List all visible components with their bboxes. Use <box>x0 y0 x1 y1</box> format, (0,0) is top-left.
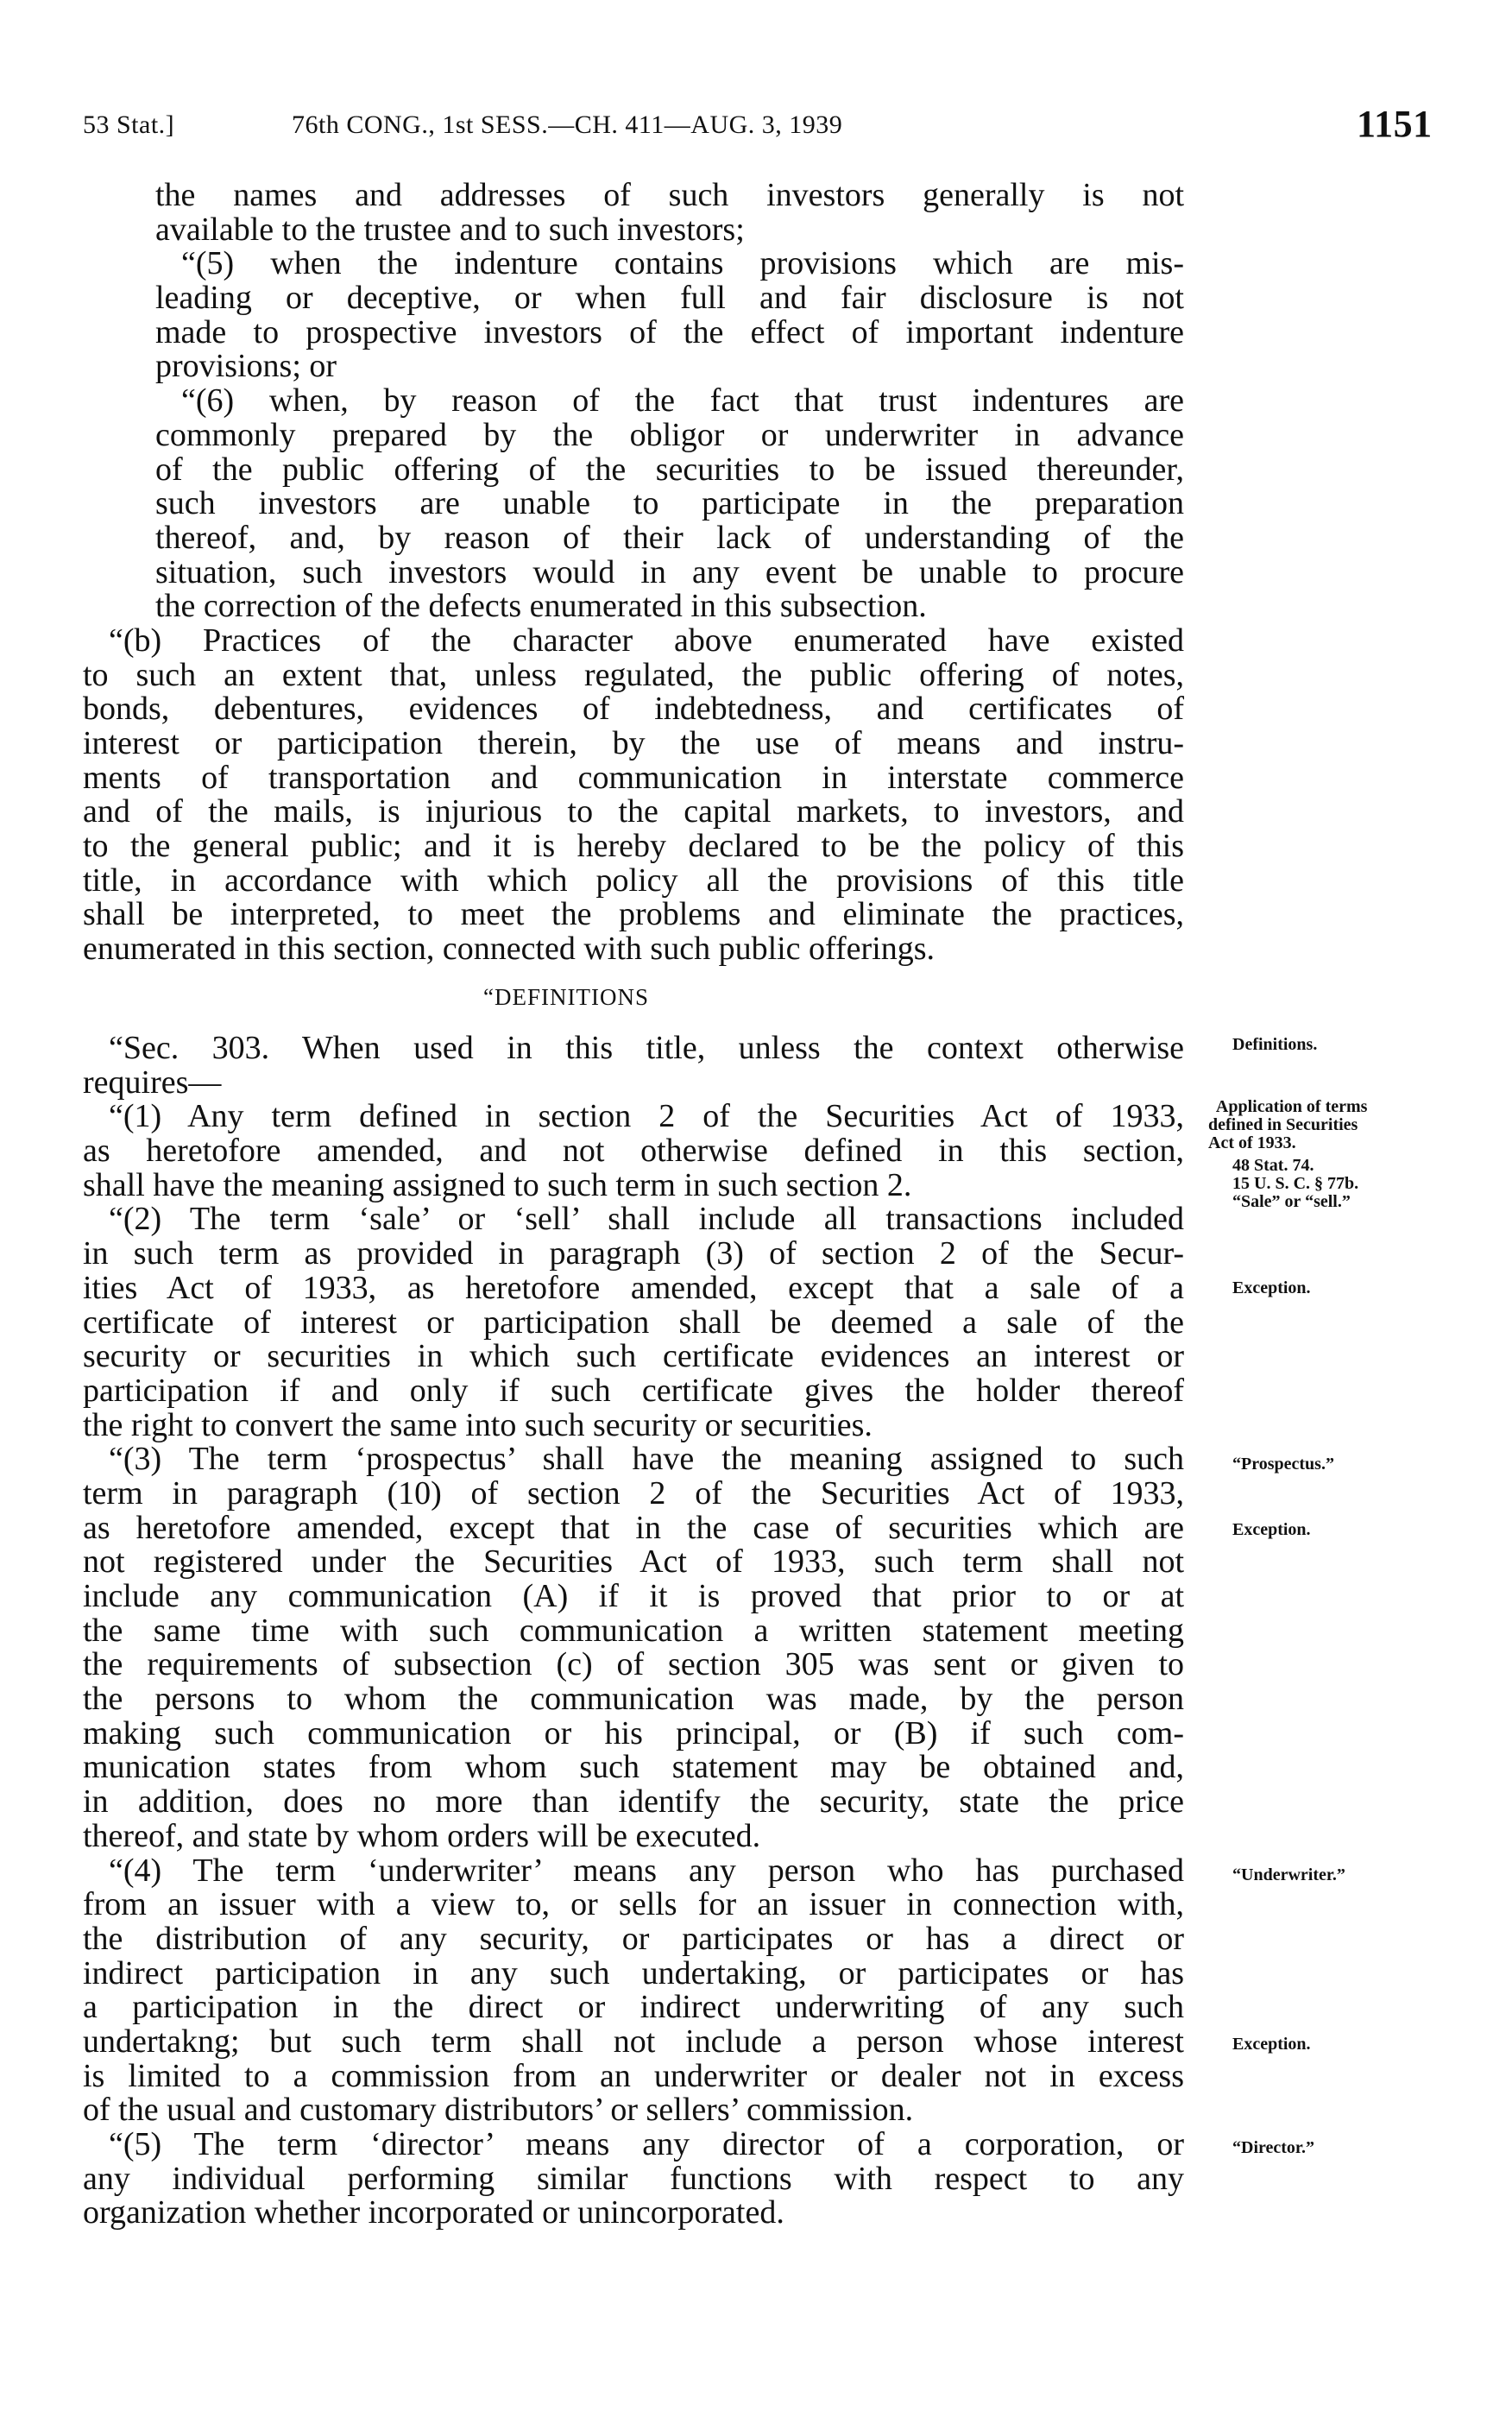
text-line: is limited to a commission from an underwriter or dealer not in excess <box>83 2057 1184 2094</box>
margin-note-exception-1 <box>1232 1279 1311 1297</box>
text-line: thereof, and, by reason of their lack of understanding of the <box>155 519 1184 556</box>
margin-note-line: Exception. <box>1232 1278 1311 1297</box>
text-line: as heretofore amended, and not otherwise defined in this section, <box>83 1133 1184 1170</box>
text-line: to the general public; and it is hereby declared to be the policy of this <box>83 828 1184 865</box>
text-line: the distribution of any security, or participates or has a direct or <box>83 1920 1184 1957</box>
text-line: “(4) The term ‘underwriter’ means any person who has purchased <box>109 1852 1184 1889</box>
paragraph <box>83 384 1184 624</box>
text-line: in such term as provided in paragraph (3) of section 2 of the Secur- <box>83 1235 1184 1272</box>
text-line: and of the mails, is injurious to the capital markets, to investors, and <box>83 793 1184 830</box>
text-line: “(5) when the indenture contains provisions which are mis- <box>181 245 1184 282</box>
text-line: the names and addresses of such investors generally is not <box>155 177 1184 213</box>
margin-note-exception-2 <box>1232 1521 1311 1539</box>
text-line: title, in accordance with which policy all the provisions of this title <box>83 862 1184 899</box>
text-line: making such communication or his principal, or (B) if such com- <box>83 1714 1184 1751</box>
text-line: certificate of interest or participation shall be deemed a sale of the <box>83 1303 1184 1341</box>
text-line: the persons to whom the communication was made, by the person <box>83 1681 1184 1718</box>
text-line: “(1) Any term defined in section 2 of the Securities Act of 1933, <box>109 1098 1184 1135</box>
text-line: security or securities in which such certificate evidences an interest or <box>83 1338 1184 1375</box>
text-line: “(3) The term ‘prospectus’ shall have the meaning assigned to such <box>109 1441 1184 1478</box>
margin-note-line: “Underwriter.” <box>1232 1865 1345 1884</box>
text-line: the correction of the defects enumerated in this subsection. <box>155 588 927 625</box>
text-line: participation if and only if such certificate gives the holder thereof <box>83 1372 1184 1409</box>
text-line: undertakng; but such term shall not include a person whose interest <box>83 2023 1184 2060</box>
text-line: not registered under the Securities Act of 1933, such term shall not <box>83 1543 1184 1581</box>
margin-note-line: Application of terms <box>1208 1097 1368 1116</box>
page-number: 1151 <box>1357 103 1433 145</box>
text-line: thereof, and state by whom orders will be executed. <box>83 1817 761 1854</box>
margin-note-application-of-terms <box>1208 1098 1367 1152</box>
text-line: “(5) The term ‘director’ means any director of a corporation, or <box>109 2126 1184 2162</box>
text-line: any individual performing similar functions with respect to any <box>83 2160 1184 2197</box>
text-line: organization whether incorporated or unincorporated. <box>83 2194 784 2231</box>
margin-note-line: “Prospectus.” <box>1232 1455 1334 1474</box>
margin-note-exception-3 <box>1232 2035 1311 2054</box>
body-text-definitions <box>83 1032 1184 2231</box>
text-line: bonds, debentures, evidences of indebtedness, and certificates of <box>83 691 1184 728</box>
margin-note-director <box>1232 2139 1314 2157</box>
text-line: leading or deceptive, or when full and fair disclosure is not <box>155 280 1184 317</box>
text-line: a participation in the direct or indirect underwriting of any such <box>83 1989 1184 2026</box>
text-line: as heretofore amended, except that in the case of securities which are <box>83 1509 1184 1546</box>
margin-note-citation <box>1232 1157 1358 1211</box>
text-line: of the public offering of the securities to be issued thereunder, <box>155 451 1184 488</box>
text-line: ments of transportation and communication in interstate commerce <box>83 759 1184 796</box>
text-line: the right to convert the same into such security or securities. <box>83 1406 873 1443</box>
text-line: requires— <box>83 1063 222 1101</box>
paragraph <box>83 1854 1184 2129</box>
text-line: “(b) Practices of the character above enumerated have existed <box>109 622 1184 659</box>
margin-note-line: defined in Securities <box>1208 1115 1358 1134</box>
text-line: situation, such investors would in any event be unable to procure <box>155 553 1184 590</box>
paragraph <box>83 179 1184 247</box>
text-line: term in paragraph (10) of section 2 of the Securities Act of 1933, <box>83 1474 1184 1512</box>
text-line: shall be interpreted, to meet the problems and eliminate the practices, <box>83 896 1184 933</box>
text-line: “(2) The term ‘sale’ or ‘sell’ shall include all transactions included <box>109 1201 1184 1238</box>
text-line: enumerated in this section, connected with such public offerings. <box>83 931 936 968</box>
section-heading: “DEFINITIONS <box>483 984 649 1010</box>
body-text-continued <box>83 179 1184 967</box>
text-line: such investors are unable to participate in the preparation <box>155 485 1184 522</box>
text-line: from an issuer with a view to, or sells for an issuer in connection with, <box>83 1886 1184 1923</box>
text-line: to such an extent that, unless regulated, the public offering of notes, <box>83 656 1184 693</box>
paragraph <box>83 247 1184 384</box>
text-line: interest or participation therein, by the use of means and instru- <box>83 725 1184 761</box>
margin-note-line: “Director.” <box>1232 2138 1314 2157</box>
text-line: available to the trustee and to such investors; <box>155 211 745 248</box>
paragraph <box>83 1100 1184 1202</box>
margin-note-line: Act of 1933. <box>1208 1133 1296 1152</box>
text-line: in addition, does no more than identify the security, state the price <box>83 1783 1184 1821</box>
running-head-volume: 53 Stat.] <box>83 110 175 139</box>
text-line: ities Act of 1933, as heretofore amended, except that a sale of a <box>83 1269 1184 1306</box>
text-line: the same time with such communication a written statement meeting <box>83 1612 1184 1649</box>
paragraph <box>83 1442 1184 1853</box>
text-line: of the usual and customary distributors’ or sellers’ commission. <box>83 2092 914 2129</box>
text-line: indirect participation in any such undertaking, or participates or has <box>83 1954 1184 1991</box>
text-line: the requirements of subsection (c) of section 305 was sent or given to <box>83 1646 1184 1683</box>
text-line: provisions; or <box>155 348 337 385</box>
text-line: include any communication (A) if it is proved that prior to or at <box>83 1578 1184 1614</box>
text-line: munication states from whom such statement may be obtained and, <box>83 1749 1184 1786</box>
margin-note-line: Exception. <box>1232 2035 1311 2054</box>
text-line: “(6) when, by reason of the fact that trust indentures are <box>181 382 1184 420</box>
margin-note-line: 15 U. S. C. § 77b. <box>1232 1174 1359 1193</box>
running-head-title: 76th CONG., 1st SESS.—CH. 411—AUG. 3, 1939 <box>292 110 843 139</box>
margin-note-underwriter <box>1232 1866 1345 1884</box>
text-line: “Sec. 303. When used in this title, unless the context otherwise <box>109 1030 1184 1066</box>
margin-note-line: Definitions. <box>1232 1035 1318 1054</box>
paragraph <box>83 2128 1184 2231</box>
text-line: made to prospective investors of the effect of important indenture <box>155 313 1184 350</box>
margin-note-line: Exception. <box>1232 1520 1311 1539</box>
paragraph <box>83 1202 1184 1442</box>
paragraph <box>83 624 1184 967</box>
text-line: shall have the meaning assigned to such term in such section 2. <box>83 1166 912 1203</box>
margin-note-definitions <box>1232 1036 1317 1054</box>
margin-note-line: 48 Stat. 74. <box>1232 1156 1314 1175</box>
paragraph <box>83 1032 1184 1100</box>
text-line: commonly prepared by the obligor or underwriter in advance <box>155 416 1184 453</box>
margin-note-prospectus <box>1232 1455 1334 1474</box>
margin-note-line: “Sale” or “sell.” <box>1232 1192 1351 1211</box>
